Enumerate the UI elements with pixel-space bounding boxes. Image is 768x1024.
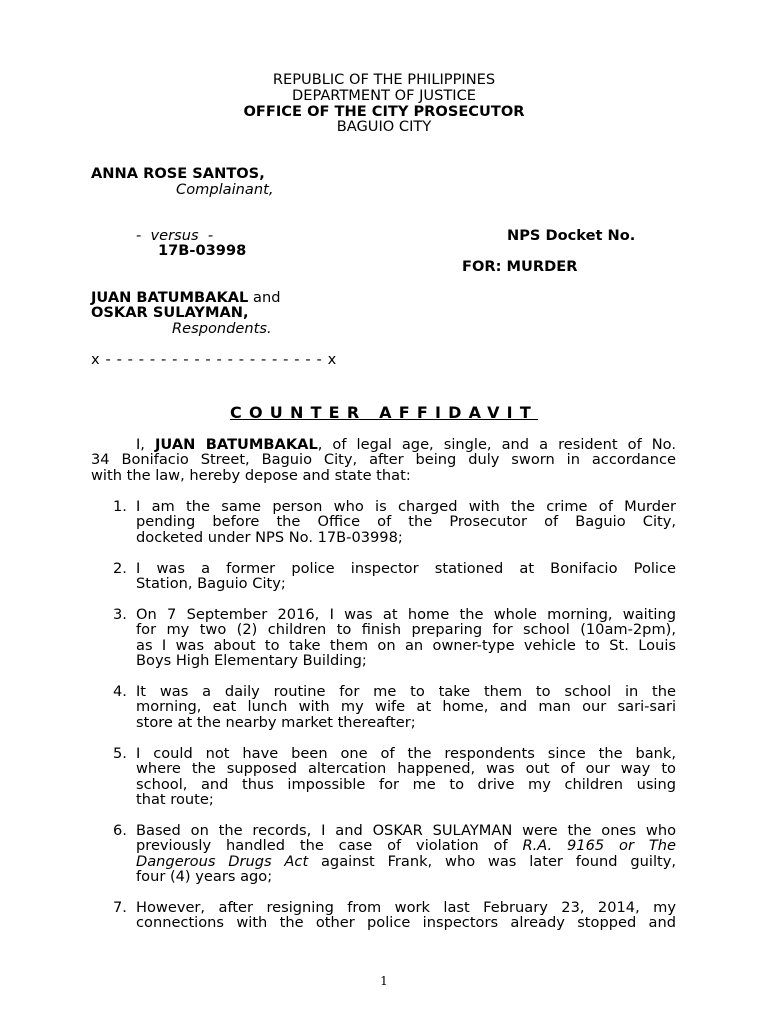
item-number: 2.: [113, 560, 127, 577]
case-for-label: FOR: MURDER: [462, 258, 578, 275]
item-number: 7.: [113, 899, 127, 916]
versus-label: - versus -: [136, 227, 214, 244]
header-office: OFFICE OF THE CITY PROSECUTOR: [243, 103, 525, 120]
statute-citation: R.A. 9165 or The: [522, 837, 676, 855]
complainant-label: Complainant,: [176, 181, 274, 198]
header-department: DEPARTMENT OF JUSTICE: [292, 87, 476, 104]
statute-name: Dangerous Drugs Act: [136, 852, 309, 870]
header-city: BAGUIO CITY: [336, 118, 432, 135]
intro-paragraph: [91, 437, 676, 483]
affiant-name: JUAN BATUMBAKAL: [154, 436, 318, 453]
item-number: 4.: [113, 683, 127, 700]
docket-number: 17B-03998: [158, 242, 247, 259]
item-number: 3.: [113, 606, 127, 623]
complainant-name: ANNA ROSE SANTOS,: [91, 165, 265, 182]
header-republic: REPUBLIC OF THE PHILIPPINES: [272, 71, 496, 88]
respondent-1-name: JUAN BATUMBAKAL: [91, 289, 249, 306]
intro-line-2: 34 Bonifacio Street, Baguio City, after being duly sworn in accordance: [91, 451, 676, 469]
document-title: COUNTER AFFIDAVIT: [230, 403, 538, 422]
item-number: 1.: [113, 498, 127, 515]
intro-line-3: with the law, hereby depose and state that:: [91, 466, 411, 484]
intro-line-1: I, JUAN BATUMBAKAL, of legal age, single, and a resident of No.: [136, 436, 676, 453]
docket-label: NPS Docket No.: [507, 227, 636, 244]
page-number: 1: [380, 974, 388, 988]
item-number: 5.: [113, 745, 127, 762]
respondents-label: Respondents.: [172, 320, 272, 337]
respondent-and: and: [248, 289, 281, 306]
caption-separator: x - - - - - - - - - - - - - - - - - - - - x: [91, 351, 337, 368]
item-number: 6.: [113, 822, 127, 839]
respondent-2-name: OSKAR SULAYMAN,: [91, 304, 249, 321]
